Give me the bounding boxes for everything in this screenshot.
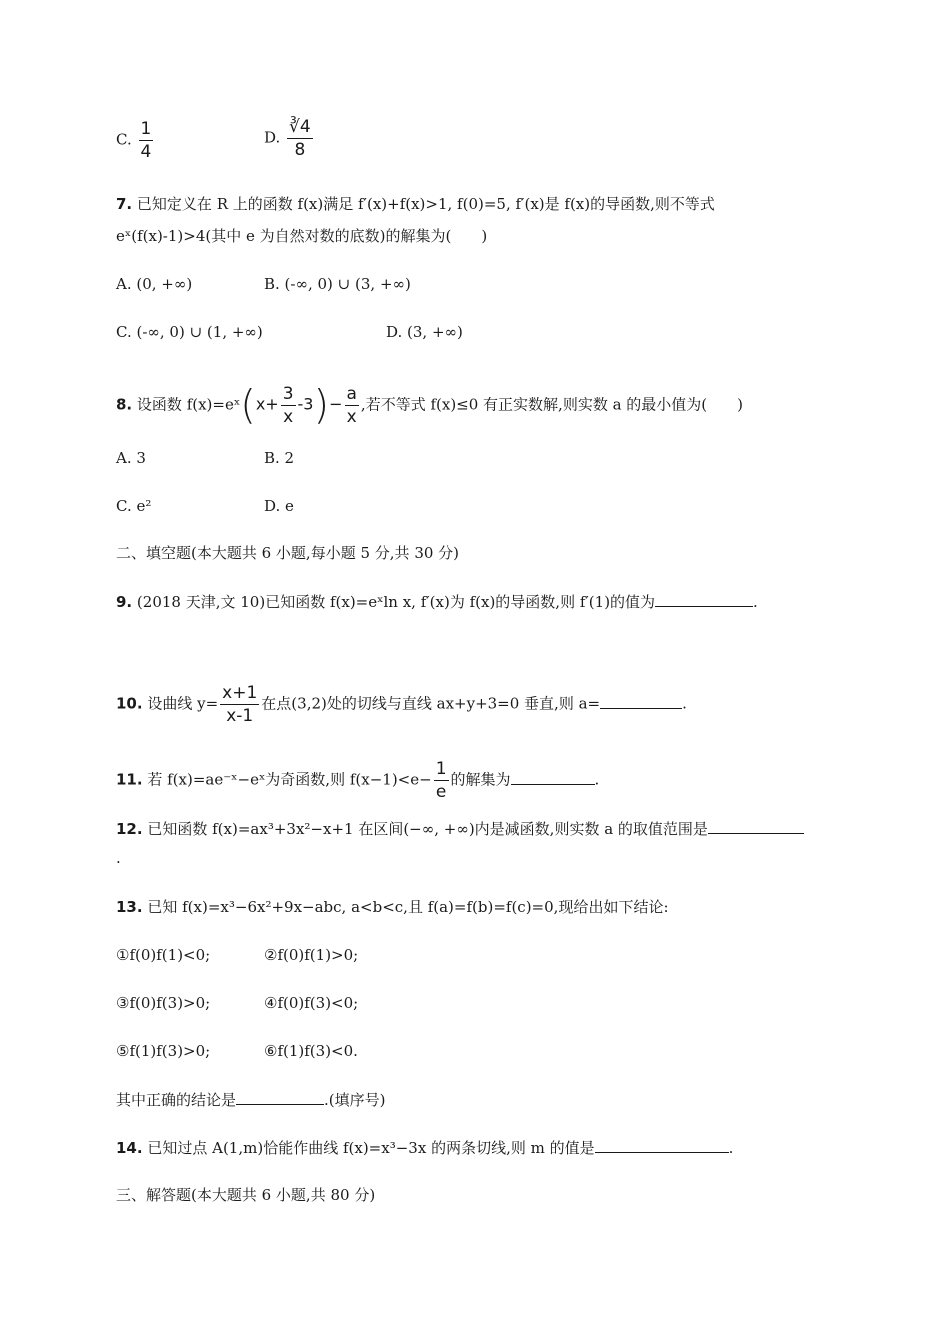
q11-stem [116, 758, 599, 803]
period: . [753, 593, 758, 611]
fraction-denominator: x [346, 407, 357, 427]
q10-stem [116, 682, 687, 727]
fraction [287, 116, 313, 161]
fraction-denominator: x-1 [226, 706, 254, 726]
question-text: 在点(3,2)处的切线与直线 ax+y+3=0 垂直,则 a= [261, 694, 601, 713]
question-text: 已知函数 f(x)=ax³+3x²−x+1 在区间(−∞, +∞)内是减函数,则实数 a 的取值范围是 [147, 820, 708, 838]
question-number: 9. [116, 593, 133, 611]
q13-statement-3: ③f(0)f(3)>0; [116, 994, 211, 1012]
q8-option-b: B. 2 [264, 449, 295, 467]
fraction-denominator: x [283, 407, 294, 427]
fraction-numerator: x+1 [222, 683, 258, 703]
q9-stem [116, 591, 758, 612]
section-heading-fill-in: 二、填空题(本大题共 6 小题,每小题 5 分,共 30 分) [116, 544, 460, 562]
question-text: 若 f(x)=ae⁻ˣ−eˣ为奇函数,则 f(x−1)<e− [147, 770, 432, 789]
question-number: 14. [116, 1139, 143, 1157]
question-text: 已知 f(x)=x³−6x²+9x−abc, a<b<c,且 f(a)=f(b)=f(c)=0,现给出如下结论: [147, 898, 669, 916]
left-paren: ( [240, 382, 256, 429]
fraction-numerator: ∛4 [289, 117, 311, 137]
fraction [434, 758, 449, 803]
question-number: 12. [116, 820, 143, 838]
answer-blank[interactable] [600, 693, 682, 709]
fraction-numerator: a [346, 384, 357, 404]
question-text: .(填序号) [324, 1091, 386, 1109]
question-text: eˣ(f(x)-1)>4(其中 e 为自然对数的底数)的解集为( ) [116, 227, 488, 245]
question-text: ,若不等式 f(x)≤0 有正实数解,则实数 a 的最小值为( ) [360, 395, 744, 414]
question-number: 7. [116, 195, 133, 213]
fraction-denominator: 4 [140, 142, 152, 162]
fraction [220, 682, 259, 727]
question-text: 已知过点 A(1,m)恰能作曲线 f(x)=x³−3x 的两条切线,则 m 的值是 [147, 1139, 595, 1157]
q8-option-c: C. e² [116, 497, 152, 515]
fraction-numerator: 3 [282, 384, 294, 404]
q13-stem [116, 897, 669, 917]
option-label: C. [116, 130, 132, 149]
period: . [682, 694, 687, 713]
expression: x+ [255, 394, 279, 414]
question-number: 10. [116, 694, 143, 713]
q8-option-d: D. e [264, 497, 294, 515]
answer-blank[interactable] [708, 818, 804, 834]
q13-statement-6: ⑥f(1)f(3)<0. [264, 1042, 358, 1060]
period: . [594, 770, 600, 789]
q7-stem-line2 [116, 226, 487, 246]
question-number: 13. [116, 898, 143, 916]
answer-blank[interactable] [595, 1137, 729, 1153]
q13-statement-1: ①f(0)f(1)<0; [116, 946, 211, 964]
q7-option-c: C. (-∞, 0) ∪ (1, +∞) [116, 323, 263, 341]
q7-stem-line1 [116, 194, 715, 214]
q6-option-d [264, 116, 315, 161]
question-text: (2018 天津,文 10)已知函数 f(x)=eˣln x, f′(x)为 f(x)的导函数,则 f′(1)的值为 [136, 593, 656, 611]
q7-option-b: B. (-∞, 0) ∪ (3, +∞) [264, 275, 411, 293]
fraction [139, 118, 154, 163]
q8-option-a: A. 3 [116, 449, 146, 467]
q14-stem [116, 1137, 733, 1158]
question-number: 8. [116, 395, 133, 414]
question-number: 11. [116, 770, 143, 789]
q7-option-a: A. (0, +∞) [116, 275, 193, 293]
fraction [345, 383, 359, 428]
question-text: 设曲线 y= [147, 694, 219, 713]
q8-stem [116, 383, 743, 428]
option-label: D. [264, 128, 281, 147]
answer-blank[interactable] [236, 1089, 324, 1105]
section-heading-solutions: 三、解答题(本大题共 6 小题,共 80 分) [116, 1186, 376, 1204]
period: . [728, 1139, 734, 1157]
minus-sign: − [329, 394, 343, 414]
question-text: 其中正确的结论是 [116, 1091, 237, 1109]
q6-option-c [116, 118, 155, 163]
right-paren: ) [313, 382, 330, 429]
expression: -3 [297, 394, 314, 414]
fraction-denominator: e [435, 782, 447, 802]
fraction [281, 383, 296, 428]
fraction-numerator: 1 [140, 119, 152, 139]
question-text: 的解集为 [450, 770, 511, 789]
q7-option-d: D. (3, +∞) [386, 323, 463, 341]
question-text: 设函数 f(x)=eˣ [136, 395, 241, 414]
fraction-denominator: 8 [294, 140, 306, 160]
q13-statement-4: ④f(0)f(3)<0; [264, 994, 359, 1012]
q12-stem [116, 818, 804, 839]
answer-blank[interactable] [655, 591, 753, 607]
question-text: 已知定义在 R 上的函数 f(x)满足 f′(x)+f(x)>1, f(0)=5, f′(x)是 f(x)的导函数,则不等式 [136, 195, 715, 213]
q13-answer-line [116, 1089, 386, 1110]
q13-statement-5: ⑤f(1)f(3)>0; [116, 1042, 211, 1060]
q13-statement-2: ②f(0)f(1)>0; [264, 946, 359, 964]
answer-blank[interactable] [511, 769, 595, 785]
fraction-numerator: 1 [435, 759, 447, 779]
q12-period: . [116, 849, 121, 867]
